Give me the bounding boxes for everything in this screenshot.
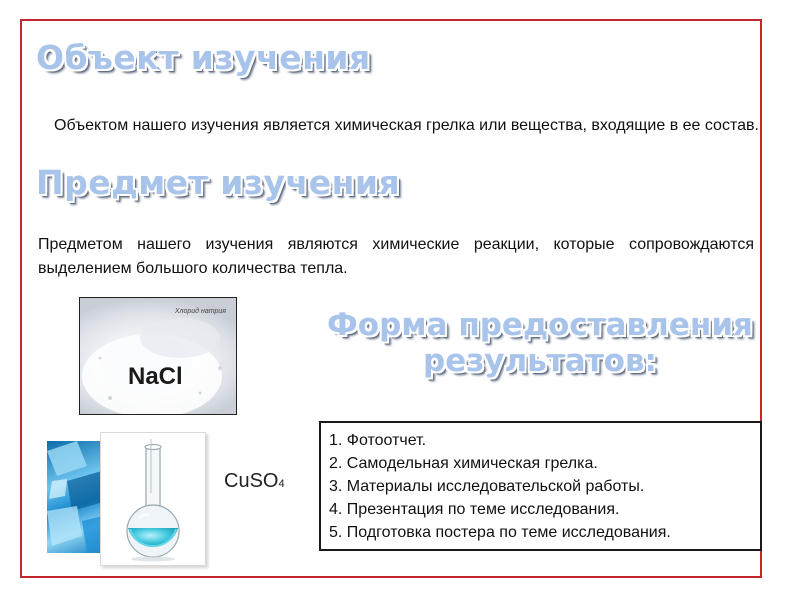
results-list-item: 1. Фотоотчет.	[329, 432, 427, 449]
results-list-item: 5. Подготовка постера по теме исследования.	[329, 524, 671, 541]
flask-icon	[101, 433, 205, 565]
nacl-caption: Хлорид натрия	[174, 308, 226, 315]
cuso4-subscript: 4	[278, 478, 285, 490]
nacl-formula: NaCl	[128, 363, 183, 390]
salt-pile-graphic	[80, 298, 237, 415]
results-list-item: 3. Материалы исследовательской работы.	[329, 478, 645, 495]
paragraph-subject-of-study: Предметом нашего изучения являются химические реакции, которые сопровождаются выделением большого количества тепла.	[38, 236, 754, 277]
results-list-item: 4. Презентация по теме исследования.	[329, 501, 620, 518]
heading-subject-of-study: Предмет изучения	[36, 163, 401, 202]
results-list-item: 2. Самодельная химическая грелка.	[329, 455, 598, 472]
paragraph-object-of-study: Объектом нашего изучения является химическая грелка или вещества, входящие в ее состав.	[54, 117, 759, 134]
heading-object-of-study: Объект изучения	[36, 38, 371, 77]
cuso4-formula: CuSO	[224, 470, 279, 492]
nacl-image	[79, 297, 237, 415]
results-list-box	[319, 421, 762, 551]
cuso4-label	[224, 470, 285, 493]
heading-results-format: Форма предоставления результатов:	[327, 307, 753, 379]
flask-image	[100, 432, 206, 566]
